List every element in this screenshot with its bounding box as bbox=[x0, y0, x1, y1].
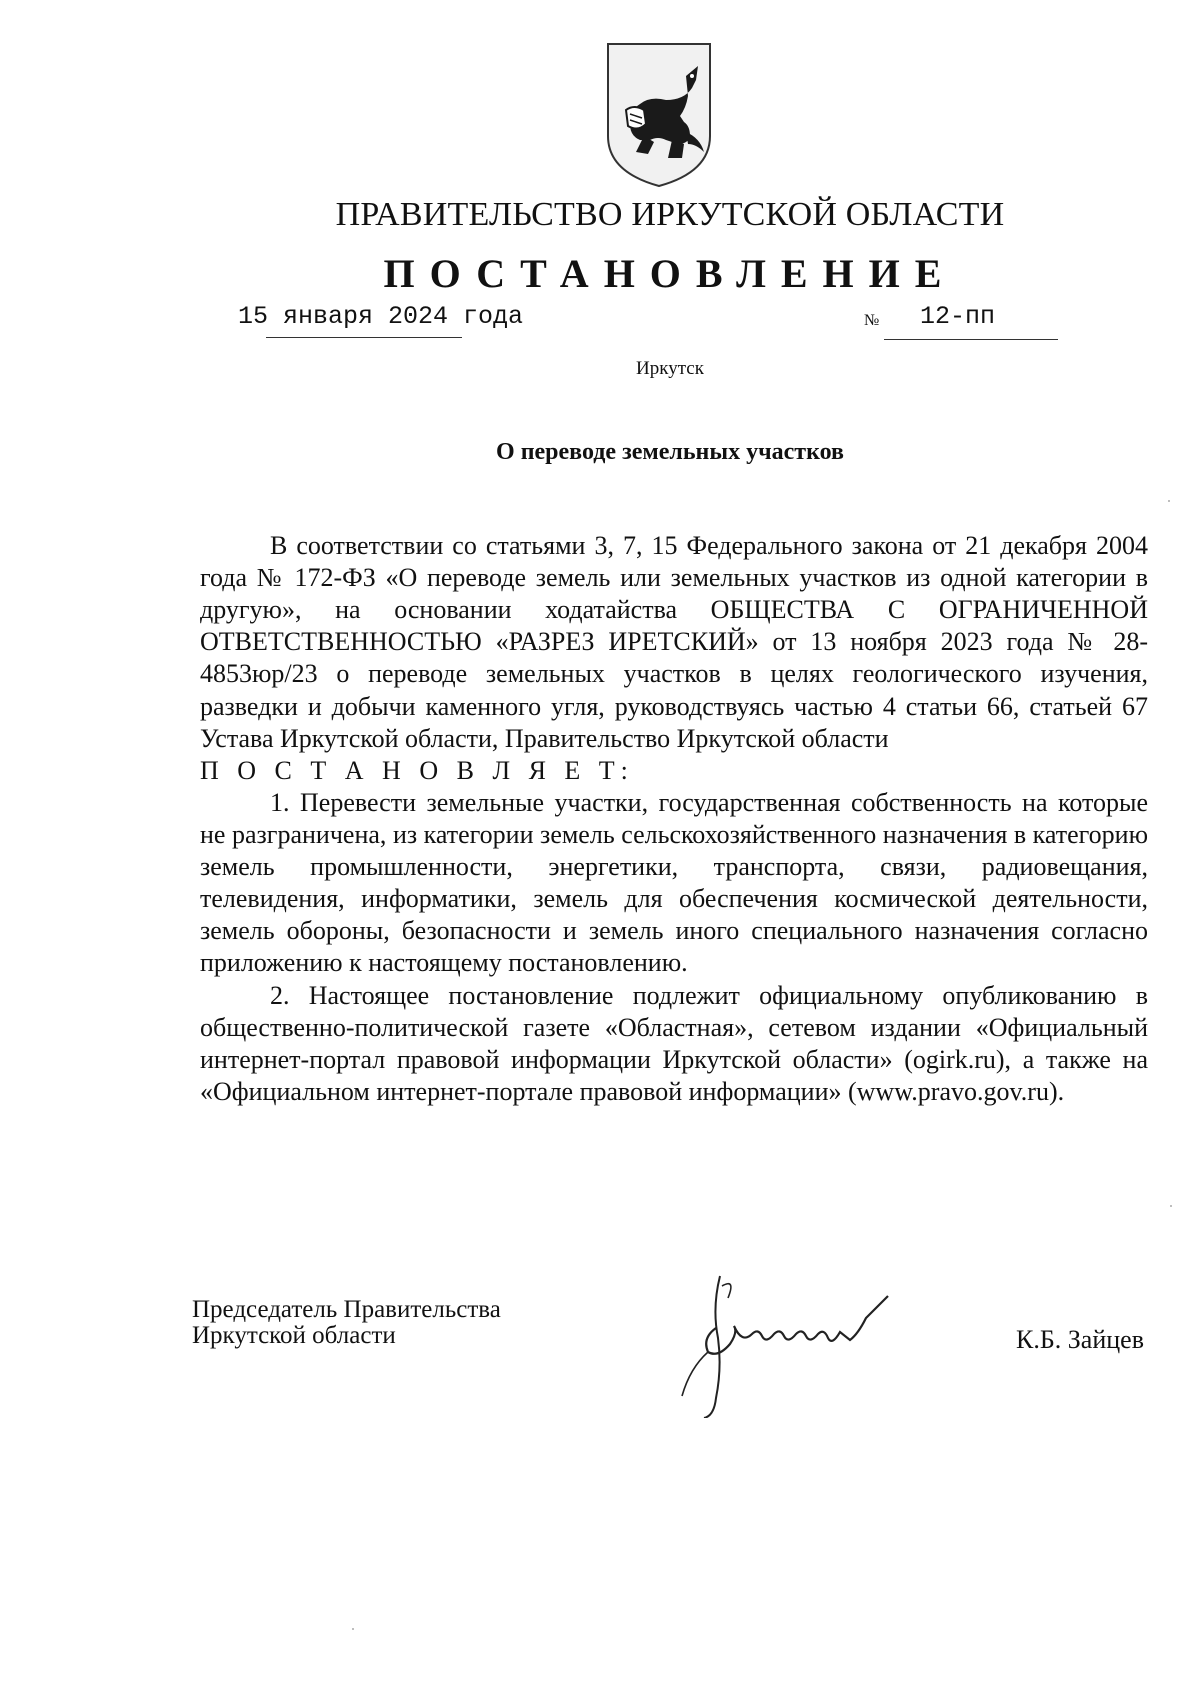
preamble-paragraph: В соответствии со статьями 3, 7, 15 Федерального закона от 21 декабря 2004 года № 172-ФЗ «О переводе земель или земельных участков из одной категории в другую», на основании ходатайства ОБЩЕСТВА С ОГРАНИЧЕННОЙ ОТВЕТСТВЕННОСТЬЮ «РАЗРЕЗ ИРЕТСКИЙ» от 13 ноября 2023 года № 28-4853юр/23 о переводе земельных участков в целях геологического изучения, разведки и добычи каменного угля, руководствуясь частью 4 статьи 66, статьей 67 Устава Иркутской области, Правительство Иркутской области bbox=[200, 531, 1148, 753]
city-of-issue: Иркутск bbox=[636, 358, 704, 379]
document-type-title: ПОСТАНОВЛЕНИЕ bbox=[383, 251, 957, 296]
scan-speck bbox=[1170, 1205, 1172, 1207]
document-date: 15 января 2024 года bbox=[238, 302, 524, 331]
number-sign: № bbox=[864, 312, 880, 329]
signer-name: К.Б. Зайцев bbox=[1016, 1325, 1144, 1354]
signer-position: Председатель Правительства Иркутской области bbox=[192, 1296, 501, 1350]
date-underline bbox=[266, 337, 462, 338]
scan-speck bbox=[1168, 500, 1170, 502]
number-underline bbox=[884, 339, 1058, 340]
document-body bbox=[200, 530, 1148, 1108]
issuing-authority: ПРАВИТЕЛЬСТВО ИРКУТСКОЙ ОБЛАСТИ bbox=[335, 196, 1005, 233]
decree-item-2: 2. Настоящее постановление подлежит официальному опубликованию в общественно-политической газете «Областная», сетевом издании «Официальный интернет-портал правовой информации Иркутской области» (ogirk.ru), а также на «Официальном интернет-портале правовой информации» (www.pravo.gov.ru). bbox=[200, 980, 1148, 1106]
coat-of-arms-icon bbox=[600, 40, 718, 190]
decree-item-1: 1. Перевести земельные участки, государственная собственность на которые не разграничена, из категории земель сельскохозяйственного назначения в категорию земель промышленности, энергетики, транспорта, связи, радиовещания, телевидения, информатики, земель для обеспечения космической деятельности, земель обороны, безопасности и земель иного специального назначения согласно приложению к настоящему постановлению. bbox=[200, 787, 1148, 978]
document-number: 12-пп bbox=[920, 302, 996, 331]
handwritten-signature bbox=[678, 1268, 938, 1418]
scan-speck bbox=[352, 1628, 354, 1630]
document-subject: О переводе земельных участков bbox=[496, 439, 844, 465]
decree-word: П О С Т А Н О В Л Я Е Т: bbox=[200, 755, 634, 785]
